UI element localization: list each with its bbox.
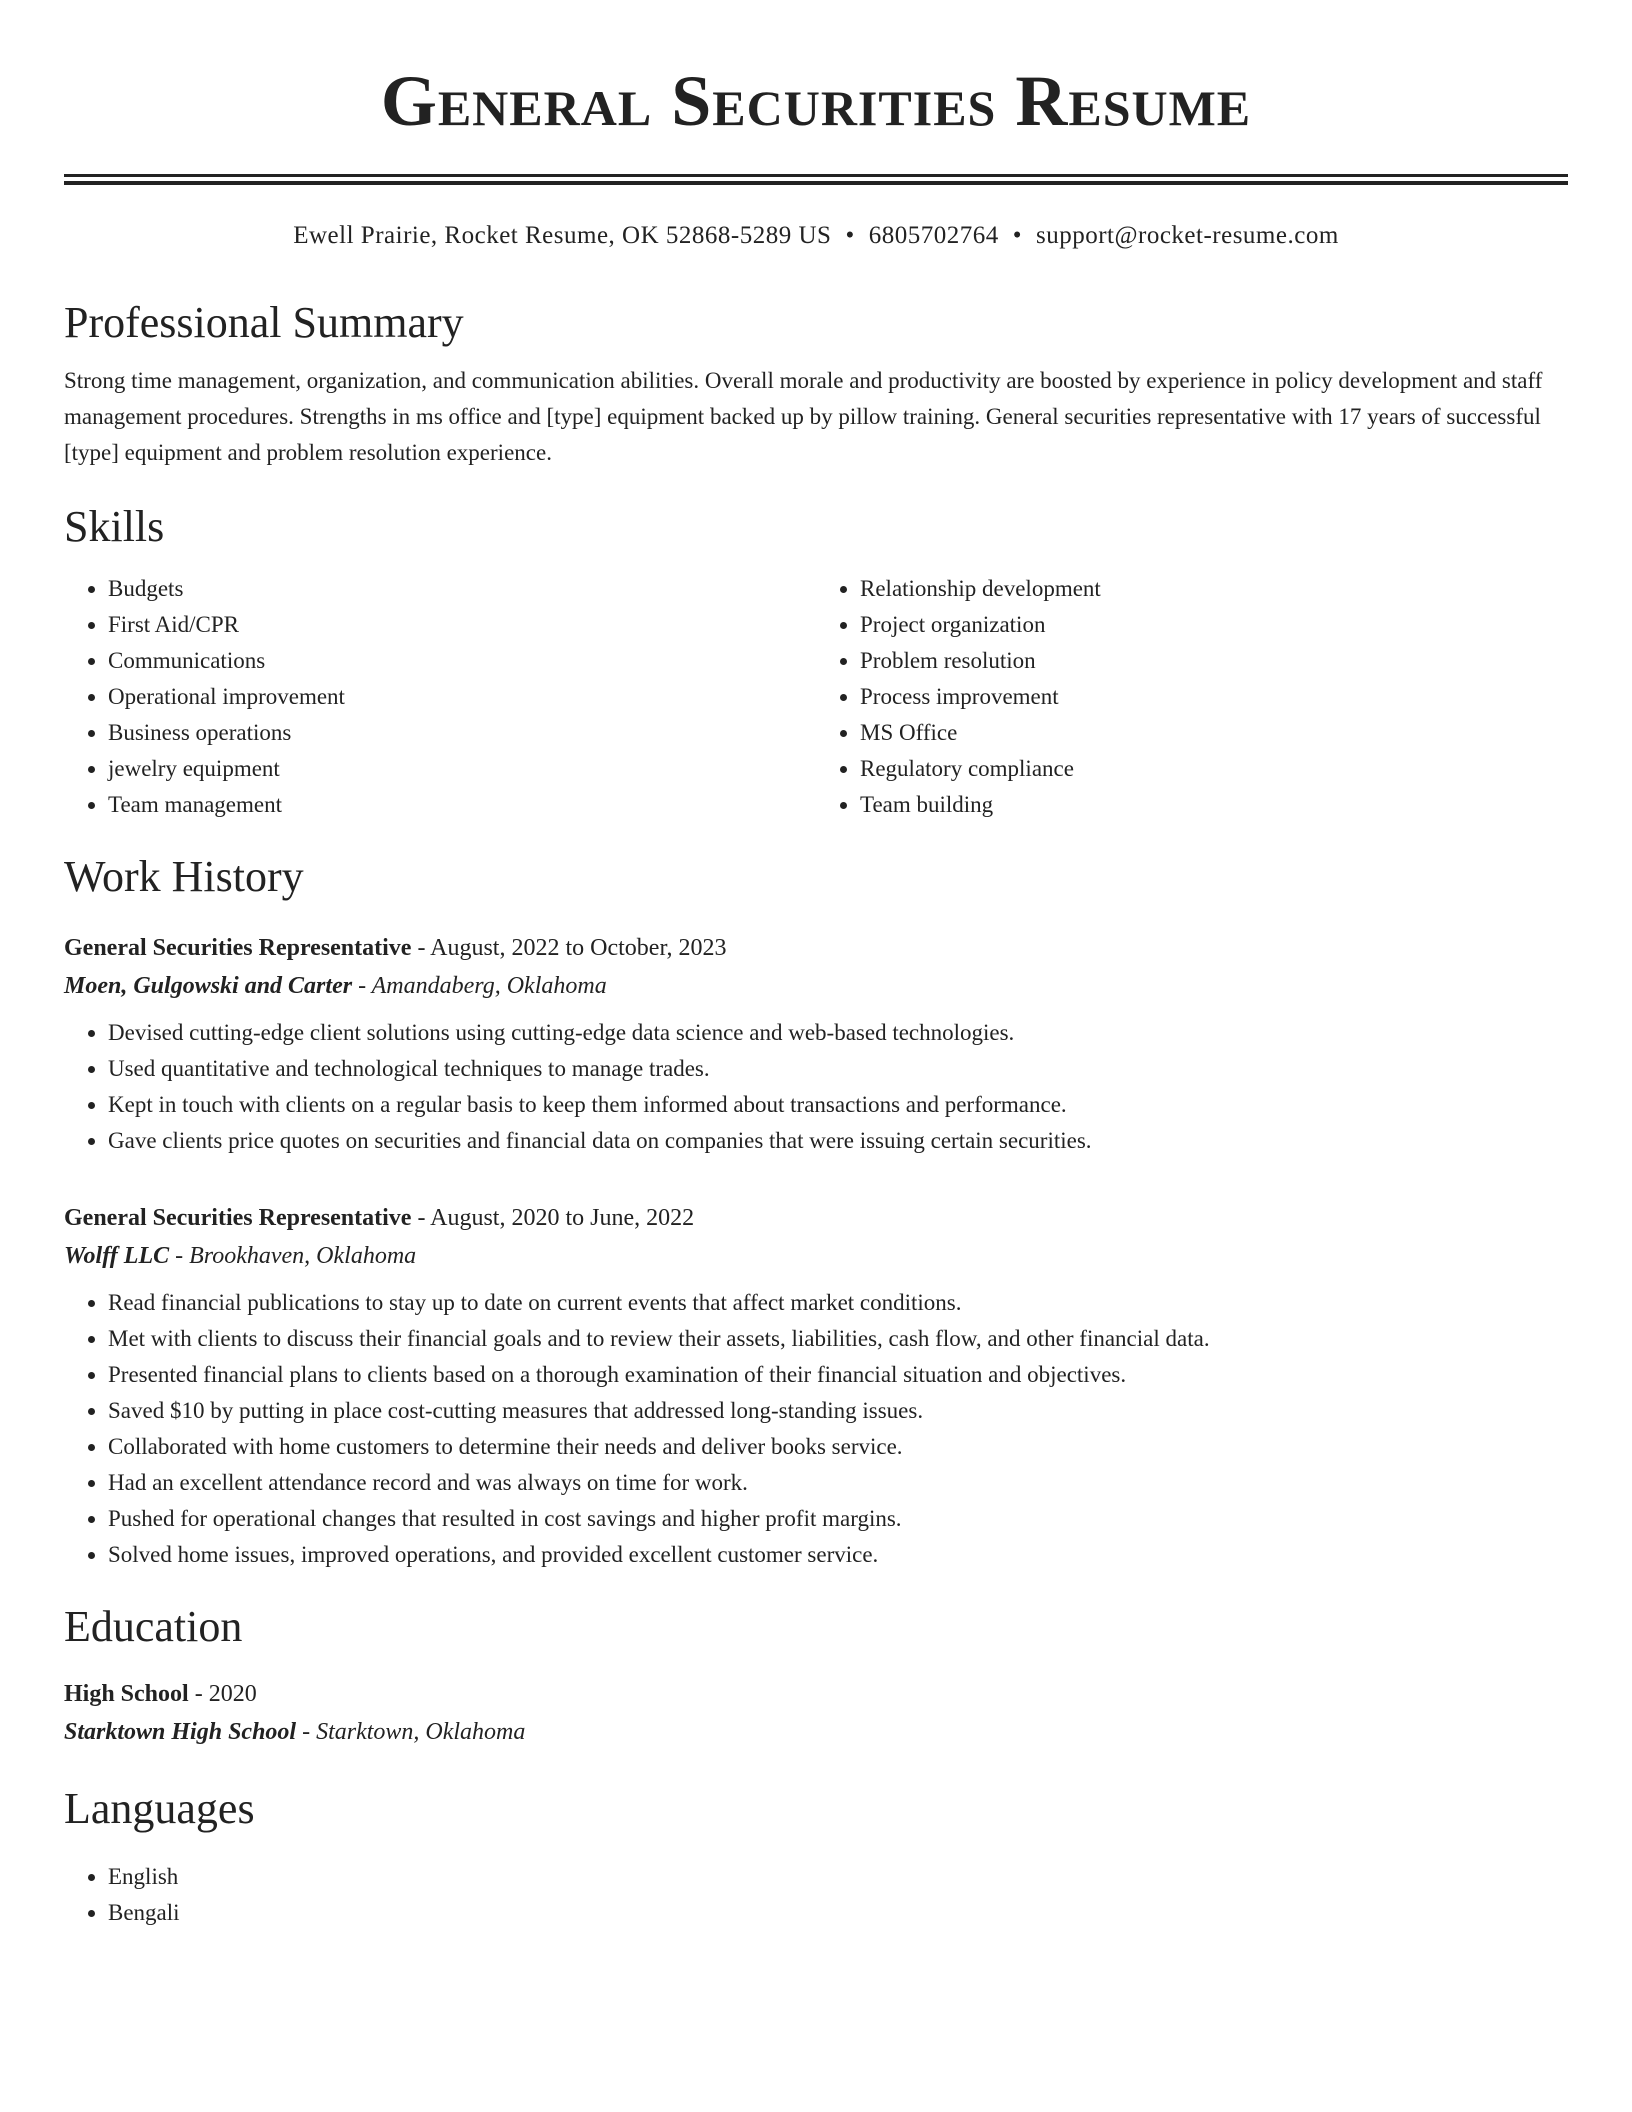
skill-item: • Budgets (108, 571, 816, 607)
skills-list-right (816, 571, 1568, 823)
job-title-line (64, 1199, 1568, 1237)
job-dates: - August, 2022 to October, 2023 (411, 935, 727, 961)
skill-item: • Regulatory compliance (860, 751, 1568, 787)
contact-separator: • (845, 222, 855, 249)
job-bullet: • Used quantitative and technological techniques to manage trades. (108, 1051, 1568, 1087)
job-bullet: • Devised cutting-edge client solutions using cutting-edge data science and web-based technologies. (108, 1015, 1568, 1051)
contact-line (64, 219, 1568, 253)
contact-phone: 6805702764 (868, 222, 999, 249)
job-company: Moen, Gulgowski and Carter (64, 973, 353, 999)
job-bullet-list (64, 1015, 1568, 1159)
job-location: - Brookhaven, Oklahoma (169, 1243, 417, 1269)
job-bullet: • Pushed for operational changes that resulted in cost savings and higher profit margins. (108, 1501, 1568, 1537)
job-location: - Amandaberg, Oklahoma (352, 973, 607, 999)
skill-item: • jewelry equipment (108, 751, 816, 787)
skill-item: • Team building (860, 787, 1568, 823)
job-bullet: • Had an excellent attendance record and was always on time for work. (108, 1465, 1568, 1501)
resume-title: General Securities Resume (380, 61, 1252, 141)
job-bullet: • Saved $10 by putting in place cost-cutting measures that addressed long-standing issues. (108, 1393, 1568, 1429)
education-entry (64, 1675, 1568, 1751)
skill-item: • Business operations (108, 715, 816, 751)
summary-text: Strong time management, organization, and communication abilities. Overall morale and productivity are boosted by experience in policy development and staff management procedures. Strengths in ms office and [type] equipment backed up by pillow training. General securities representative with 17 years of successful [type] equipment and problem resolution experience. (64, 368, 1543, 465)
education-year: - 2020 (188, 1681, 257, 1707)
skill-item: • Relationship development (860, 571, 1568, 607)
summary-heading: Professional Summary (64, 298, 464, 347)
job-company-line (64, 967, 1568, 1005)
skill-item: • MS Office (860, 715, 1568, 751)
education-heading: Education (64, 1602, 243, 1651)
languages-list (64, 1859, 1568, 1931)
job-bullet: • Read financial publications to stay up to date on current events that affect market conditions. (108, 1285, 1568, 1321)
skill-item: • Process improvement (860, 679, 1568, 715)
job-dates: - August, 2020 to June, 2022 (411, 1205, 695, 1231)
contact-email: support@rocket-resume.com (1035, 222, 1339, 249)
job-bullet: • Kept in touch with clients on a regular basis to keep them informed about transactions and performance. (108, 1087, 1568, 1123)
skill-item: • Communications (108, 643, 816, 679)
languages-heading: Languages (64, 1784, 255, 1833)
skills-list-left (64, 571, 816, 823)
skill-item: • Project organization (860, 607, 1568, 643)
job-bullet-list (64, 1285, 1568, 1573)
skill-item: • First Aid/CPR (108, 607, 816, 643)
job-entry (64, 1199, 1568, 1573)
job-bullet: • Solved home issues, improved operations, and provided excellent customer service. (108, 1537, 1568, 1573)
job-bullet: • Gave clients price quotes on securities and financial data on companies that were issuing certain securities. (108, 1123, 1568, 1159)
skill-item: • Team management (108, 787, 816, 823)
job-role: General Securities Representative (64, 935, 412, 961)
language-item: • Bengali (108, 1895, 1568, 1931)
contact-separator: • (1012, 222, 1022, 249)
education-location: - Starktown, Oklahoma (296, 1719, 526, 1745)
skills-heading: Skills (64, 502, 165, 551)
education-school-line (64, 1713, 1568, 1751)
language-item: • English (108, 1859, 1568, 1895)
education-degree-line (64, 1675, 1568, 1713)
job-title-line (64, 929, 1568, 967)
job-company-line (64, 1237, 1568, 1275)
job-entry (64, 929, 1568, 1159)
skill-item: • Operational improvement (108, 679, 816, 715)
job-bullet: • Presented financial plans to clients based on a thorough examination of their financial situation and objectives. (108, 1357, 1568, 1393)
job-company: Wolff LLC (64, 1243, 170, 1269)
work-history-heading: Work History (64, 852, 304, 901)
title-double-rule (64, 174, 1568, 185)
education-school: Starktown High School (64, 1719, 297, 1745)
skills-columns (64, 571, 1568, 823)
skill-item: • Problem resolution (860, 643, 1568, 679)
job-bullet: • Collaborated with home customers to determine their needs and deliver books service. (108, 1429, 1568, 1465)
contact-address: Ewell Prairie, Rocket Resume, OK 52868-5289 US (293, 222, 832, 249)
job-bullet: • Met with clients to discuss their financial goals and to review their assets, liabilities, cash flow, and other financial data. (108, 1321, 1568, 1357)
job-role: General Securities Representative (64, 1205, 412, 1231)
education-degree: High School (64, 1681, 189, 1707)
